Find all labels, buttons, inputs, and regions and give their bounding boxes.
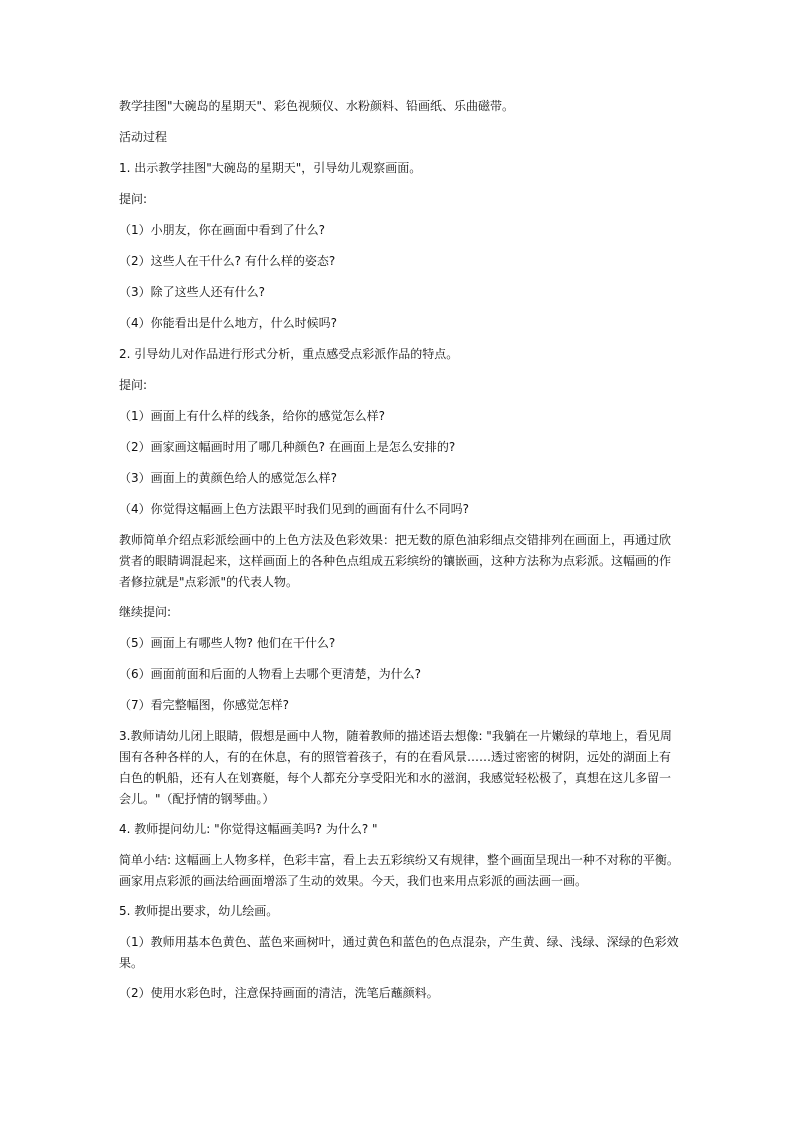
question-item: （5）画面上有哪些人物? 他们在干什么?: [119, 636, 336, 650]
question-item: （1）画面上有什么样的线条，给你的感觉怎么样?: [119, 409, 386, 423]
section-heading-activity-process: 活动过程: [119, 130, 168, 144]
question-item: （4）你能看出是什么地方，什么时候吗?: [119, 316, 338, 330]
materials-line: 教学挂图"大碗岛的星期天"、彩色视频仪、水粉颜料、铅画纸、乐曲磁带。: [119, 99, 515, 113]
question-item: （4）你觉得这幅画上色方法跟平时我们见到的画面有什么不同吗?: [119, 502, 470, 516]
question-label: 提问:: [119, 378, 148, 392]
summary-paragraph: 简单小结: 这幅画上人物多样，色彩丰富，看上去五彩缤纷又有规律，整个画面呈现出一种不对称的平衡。画家用点彩派的画法给画面增添了生动的效果。今天，我们也来用点彩派的画法画一画。: [119, 853, 679, 888]
step-5: 5. 教师提出要求，幼儿绘画。: [119, 904, 279, 918]
teacher-introduction-paragraph: 教师简单介绍点彩派绘画中的上色方法及色彩效果：把无数的原色油彩细点交错排列在画面上，再通过欣赏者的眼睛调混起来，这样画面上的各种色点组成五彩缤纷的镶嵌画，这种方法称为点彩派。这幅画的作者修拉就是"点彩派"的代表人物。: [119, 533, 672, 589]
step-4: 4. 教师提问幼儿: "你觉得这幅画美吗? 为什么? ": [119, 822, 378, 836]
step-1: 1. 出示教学挂图"大碗岛的星期天"，引导幼儿观察画面。: [119, 161, 422, 175]
question-item: （6）画面前面和后面的人物看上去哪个更清楚，为什么?: [119, 667, 422, 681]
question-item: （3）画面上的黄颜色给人的感觉怎么样?: [119, 471, 338, 485]
step-2: 2. 引导幼儿对作品进行形式分析，重点感受点彩派作品的特点。: [119, 347, 459, 361]
question-item: （2）画家画这幅画时用了哪几种颜色? 在画面上是怎么安排的?: [119, 440, 456, 454]
question-item: （1）小朋友，你在画面中看到了什么?: [119, 223, 326, 237]
continue-question-label: 继续提问:: [119, 605, 172, 619]
question-label: 提问:: [119, 192, 148, 206]
requirement-item: （1）教师用基本色黄色、蓝色来画树叶，通过黄色和蓝色的色点混杂，产生黄、绿、浅绿、深绿的色彩效果。: [119, 935, 679, 970]
question-item: （2）这些人在干什么? 有什么样的姿态?: [119, 254, 336, 268]
document-page: [119, 96, 679, 1014]
question-item: （3）除了这些人还有什么?: [119, 285, 266, 299]
question-item: （7）看完整幅图，你感觉怎样?: [119, 698, 290, 712]
step-3-paragraph: 3.教师请幼儿闭上眼睛，假想是画中人物，随着教师的描述语去想像: "我躺在一片嫩绿的草地上，看见周围有各种各样的人，有的在休息，有的照管着孩子，有的在看风景……透过密密的树阴，远处的湖面上有白色的帆船，还有人在划赛艇，每个人都充分享受阳光和水的滋润，我感觉轻松极了，真想在这儿多留一会儿。"（配抒情的钢琴曲。）: [119, 729, 672, 806]
requirement-item: （2）使用水彩色时，注意保持画面的清洁，洗笔后蘸颜料。: [119, 986, 439, 1000]
